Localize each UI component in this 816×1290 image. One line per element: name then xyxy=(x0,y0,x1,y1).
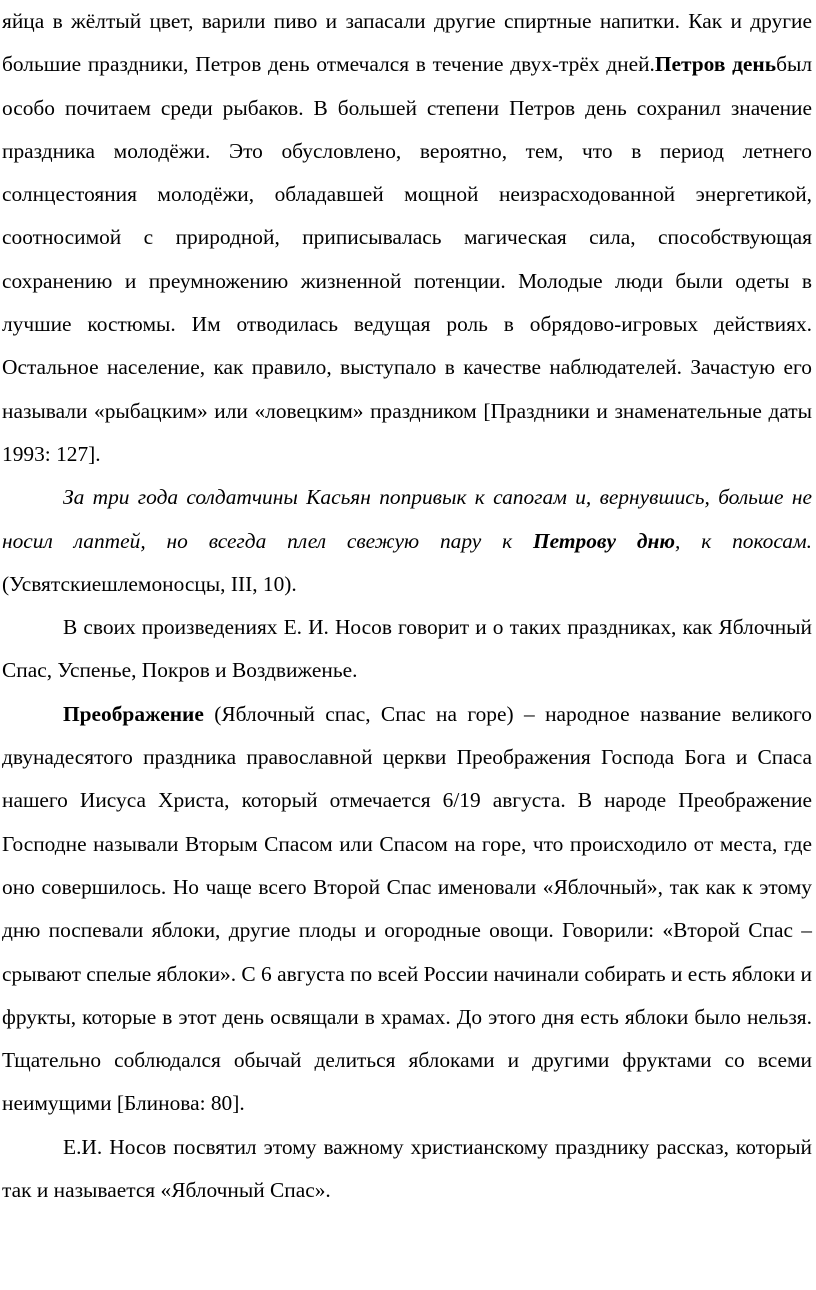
paragraph-petrov-day xyxy=(2,0,812,476)
quotation-paragraph xyxy=(2,476,812,606)
paragraph-text: (Яблочный спас, Спас на горе) – народное название великого двунадесятого праздника православной церкви Преображения Господа Бога и Спаса нашего Иисуса Христа, который отмечается 6/19 августа. В народе Преображение Господне называли Вторым Спасом или Спасом на горе, что происходило от места, где оно совершилось. Но чаще всего Второй Спас именовали «Яблочный», так как к этому дню поспевали яблоки, другие плоды и огородные овощи. Говорили: «Второй Спас – срывают спелые яблоки». С 6 августа по всей России начинали собирать и есть яблоки и фрукты, которые в этот день освящали в храмах. До этого дня есть яблоки было нельзя. Тщательно соблюдался обычай делиться яблоками и другими фруктами со всеми неимущими [Блинова: 80]. xyxy=(2,701,812,1116)
bold-italic-term: Петрову дню xyxy=(533,528,675,553)
bold-term-petrov-day: Петров день xyxy=(654,52,777,77)
paragraph-transfiguration xyxy=(2,693,812,1126)
paragraph-holidays xyxy=(2,606,812,693)
paragraph-nosov-story xyxy=(2,1126,812,1213)
paragraph-text: В своих произведениях Е. И. Носов говорит и о таких праздниках, как Яблочный Спас, Успенье, Покров и Воздвиженье. xyxy=(2,615,812,683)
paragraph-text: Е.И. Носов посвятил этому важному христианскому празднику рассказ, который так и называется «Яблочный Спас». xyxy=(2,1134,812,1203)
paragraph-text: был особо почитаем среди рыбаков. В большей степени Петров день сохранил значение праздника молодёжи. Это обусловлено, вероятно, тем, что в период летнего солнцестояния молодёжи, обладавшей мощной неизрасходованной энергетикой, соотносимой с природной, приписывалась магическая сила, способствующая сохранению и преумножению жизненной потенции. Молодые люди были одеты в лучшие костюмы. Им отводилась ведущая роль в обрядово-игровых действиях. Остальное население, как правило, выступало в качестве наблюдателей. Зачастую его называли «рыбацким» или «ловецким» праздником [Праздники и знаменательные даты 1993: 127]. xyxy=(2,52,813,466)
quote-text: За три года солдатчины Касьян попривык к сапогам и, вернувшись, больше не носил лаптей, но всегда плел свежую пару к xyxy=(2,485,812,553)
paragraph-text: яйца в жёлтый цвет, варили пиво и запасали другие спиртные напитки. Как и другие большие праздники, Петров день отмечался в течение двух-трёх дней. xyxy=(2,9,812,77)
quote-text: , к покосам. xyxy=(674,528,812,553)
quote-source: (Усвятскиешлемоносцы, III, 10). xyxy=(2,571,297,596)
bold-term-transfiguration: Преображение xyxy=(63,701,204,726)
